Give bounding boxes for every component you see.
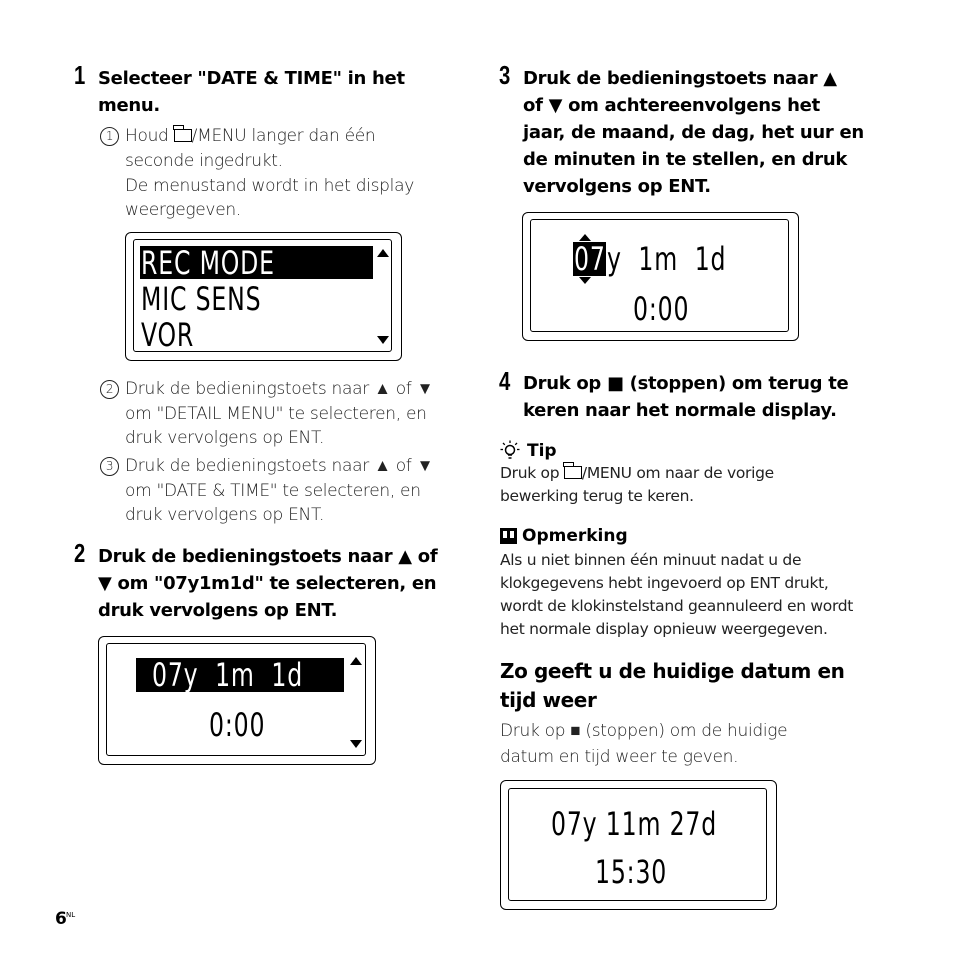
substep-2-line-3: druk vervolgens op ENT. [125, 428, 325, 448]
tip-line-2: bewerking terug te keren. [500, 487, 694, 505]
folder-icon [174, 129, 192, 142]
date-edit-screen [530, 219, 789, 332]
menu-item-mic-sens: MIC SENS [141, 280, 262, 318]
substep-3-line-1: 3 Druk de bedieningstoets naar ▲ of ▼ [100, 454, 433, 479]
note-line-1: Als u niet binnen één minuut nadat u de [500, 551, 802, 569]
menu-item-vor: VOR [141, 316, 195, 354]
tip-line-1: Druk op /MENU om naar de vorige [500, 464, 774, 482]
value-down-icon [579, 277, 591, 284]
step-4-line-2: keren naar het normale display. [523, 400, 837, 421]
current-date-row: 07y 11m 27d [551, 805, 718, 843]
note-icon [500, 528, 517, 544]
step-3-line-2: of ▼ om achtereenvolgens het [523, 95, 820, 116]
step-2-number: 2 [74, 538, 86, 568]
step-3-line-1: Druk de bedieningstoets naar ▲ [523, 68, 837, 89]
scroll-down-icon [350, 740, 362, 748]
step-3-line-4: de minuten in te stellen, en druk [523, 149, 848, 170]
menu-display [125, 232, 402, 361]
tip-label: Tip [527, 441, 557, 461]
note-line-4: het normale display opnieuw weergegeven. [500, 620, 828, 638]
substep-2-line-2: om "DETAIL MENU" te selecteren, en [125, 404, 427, 424]
substep-3-line-3: druk vervolgens op ENT. [125, 505, 325, 525]
lightbulb-icon [500, 440, 520, 460]
step-3-number: 3 [499, 60, 511, 90]
current-date-display [500, 780, 777, 910]
section-body-line-1: Druk op ■ (stoppen) om de huidige [500, 721, 788, 741]
step-3-line-3: jaar, de maand, de dag, het uur en [523, 122, 864, 143]
date-edit-display [522, 212, 799, 341]
date-select-display [98, 636, 376, 765]
current-time-row: 15:30 [595, 853, 668, 891]
page-number: 6 [55, 909, 67, 929]
section-heading-line-1: Zo geeft u de huidige datum en [500, 659, 845, 683]
section-heading-line-2: tijd weer [500, 688, 597, 712]
date-rest: y 1m 1d [607, 240, 727, 278]
step-1-number: 1 [74, 60, 86, 90]
page-language: NL [66, 911, 76, 919]
step-2-line-2: ▼ om "07y1m1d" te selecteren, en [98, 573, 437, 594]
year-value: 07 [574, 240, 606, 278]
time-row: 0:00 [209, 706, 266, 744]
time-row: 0:00 [633, 290, 690, 328]
step-2-line-1: Druk de bedieningstoets naar ▲ of [98, 546, 438, 567]
date-row: 07y 1m 1d [152, 656, 304, 694]
date-select-screen [106, 643, 366, 756]
section-body-line-2: datum en tijd weer te geven. [500, 747, 739, 767]
step-4-number: 4 [499, 366, 511, 396]
scroll-up-icon [377, 249, 389, 257]
current-date-screen [508, 788, 767, 901]
substep-1-line-2: seconde ingedrukt. [125, 151, 283, 171]
step-3-line-5: vervolgens op ENT. [523, 176, 711, 197]
substep-1-marker: 1 [100, 127, 119, 146]
step-4-line-1: Druk op ■ (stoppen) om terug te [523, 373, 849, 394]
note-label: Opmerking [522, 526, 628, 546]
folder-icon [564, 466, 582, 479]
scroll-up-icon [350, 657, 362, 665]
step-2-line-3: druk vervolgens op ENT. [98, 600, 338, 621]
substep-2-line-1: 2 Druk de bedieningstoets naar ▲ of ▼ [100, 377, 433, 402]
step-1-line-1: Selecteer "DATE & TIME" in het [98, 68, 405, 89]
substep-2-marker: 2 [100, 380, 119, 399]
substep-1-line-1: 1 Houd /MENU langer dan één [100, 124, 375, 149]
menu-display-screen [133, 239, 392, 352]
note-line-3: wordt de klokinstelstand geannuleerd en wordt [500, 597, 854, 615]
menu-item-rec-mode: REC MODE [141, 244, 275, 282]
substep-1-line-3: De menustand wordt in het display [125, 176, 414, 196]
substep-3-marker: 3 [100, 457, 119, 476]
note-line-2: klokgegevens hebt ingevoerd op ENT drukt, [500, 574, 829, 592]
substep-1-line-4: weergegeven. [125, 200, 241, 220]
step-1-line-2: menu. [98, 95, 160, 116]
substep-3-line-2: om "DATE & TIME" te selecteren, en [125, 481, 421, 501]
scroll-down-icon [377, 336, 389, 344]
